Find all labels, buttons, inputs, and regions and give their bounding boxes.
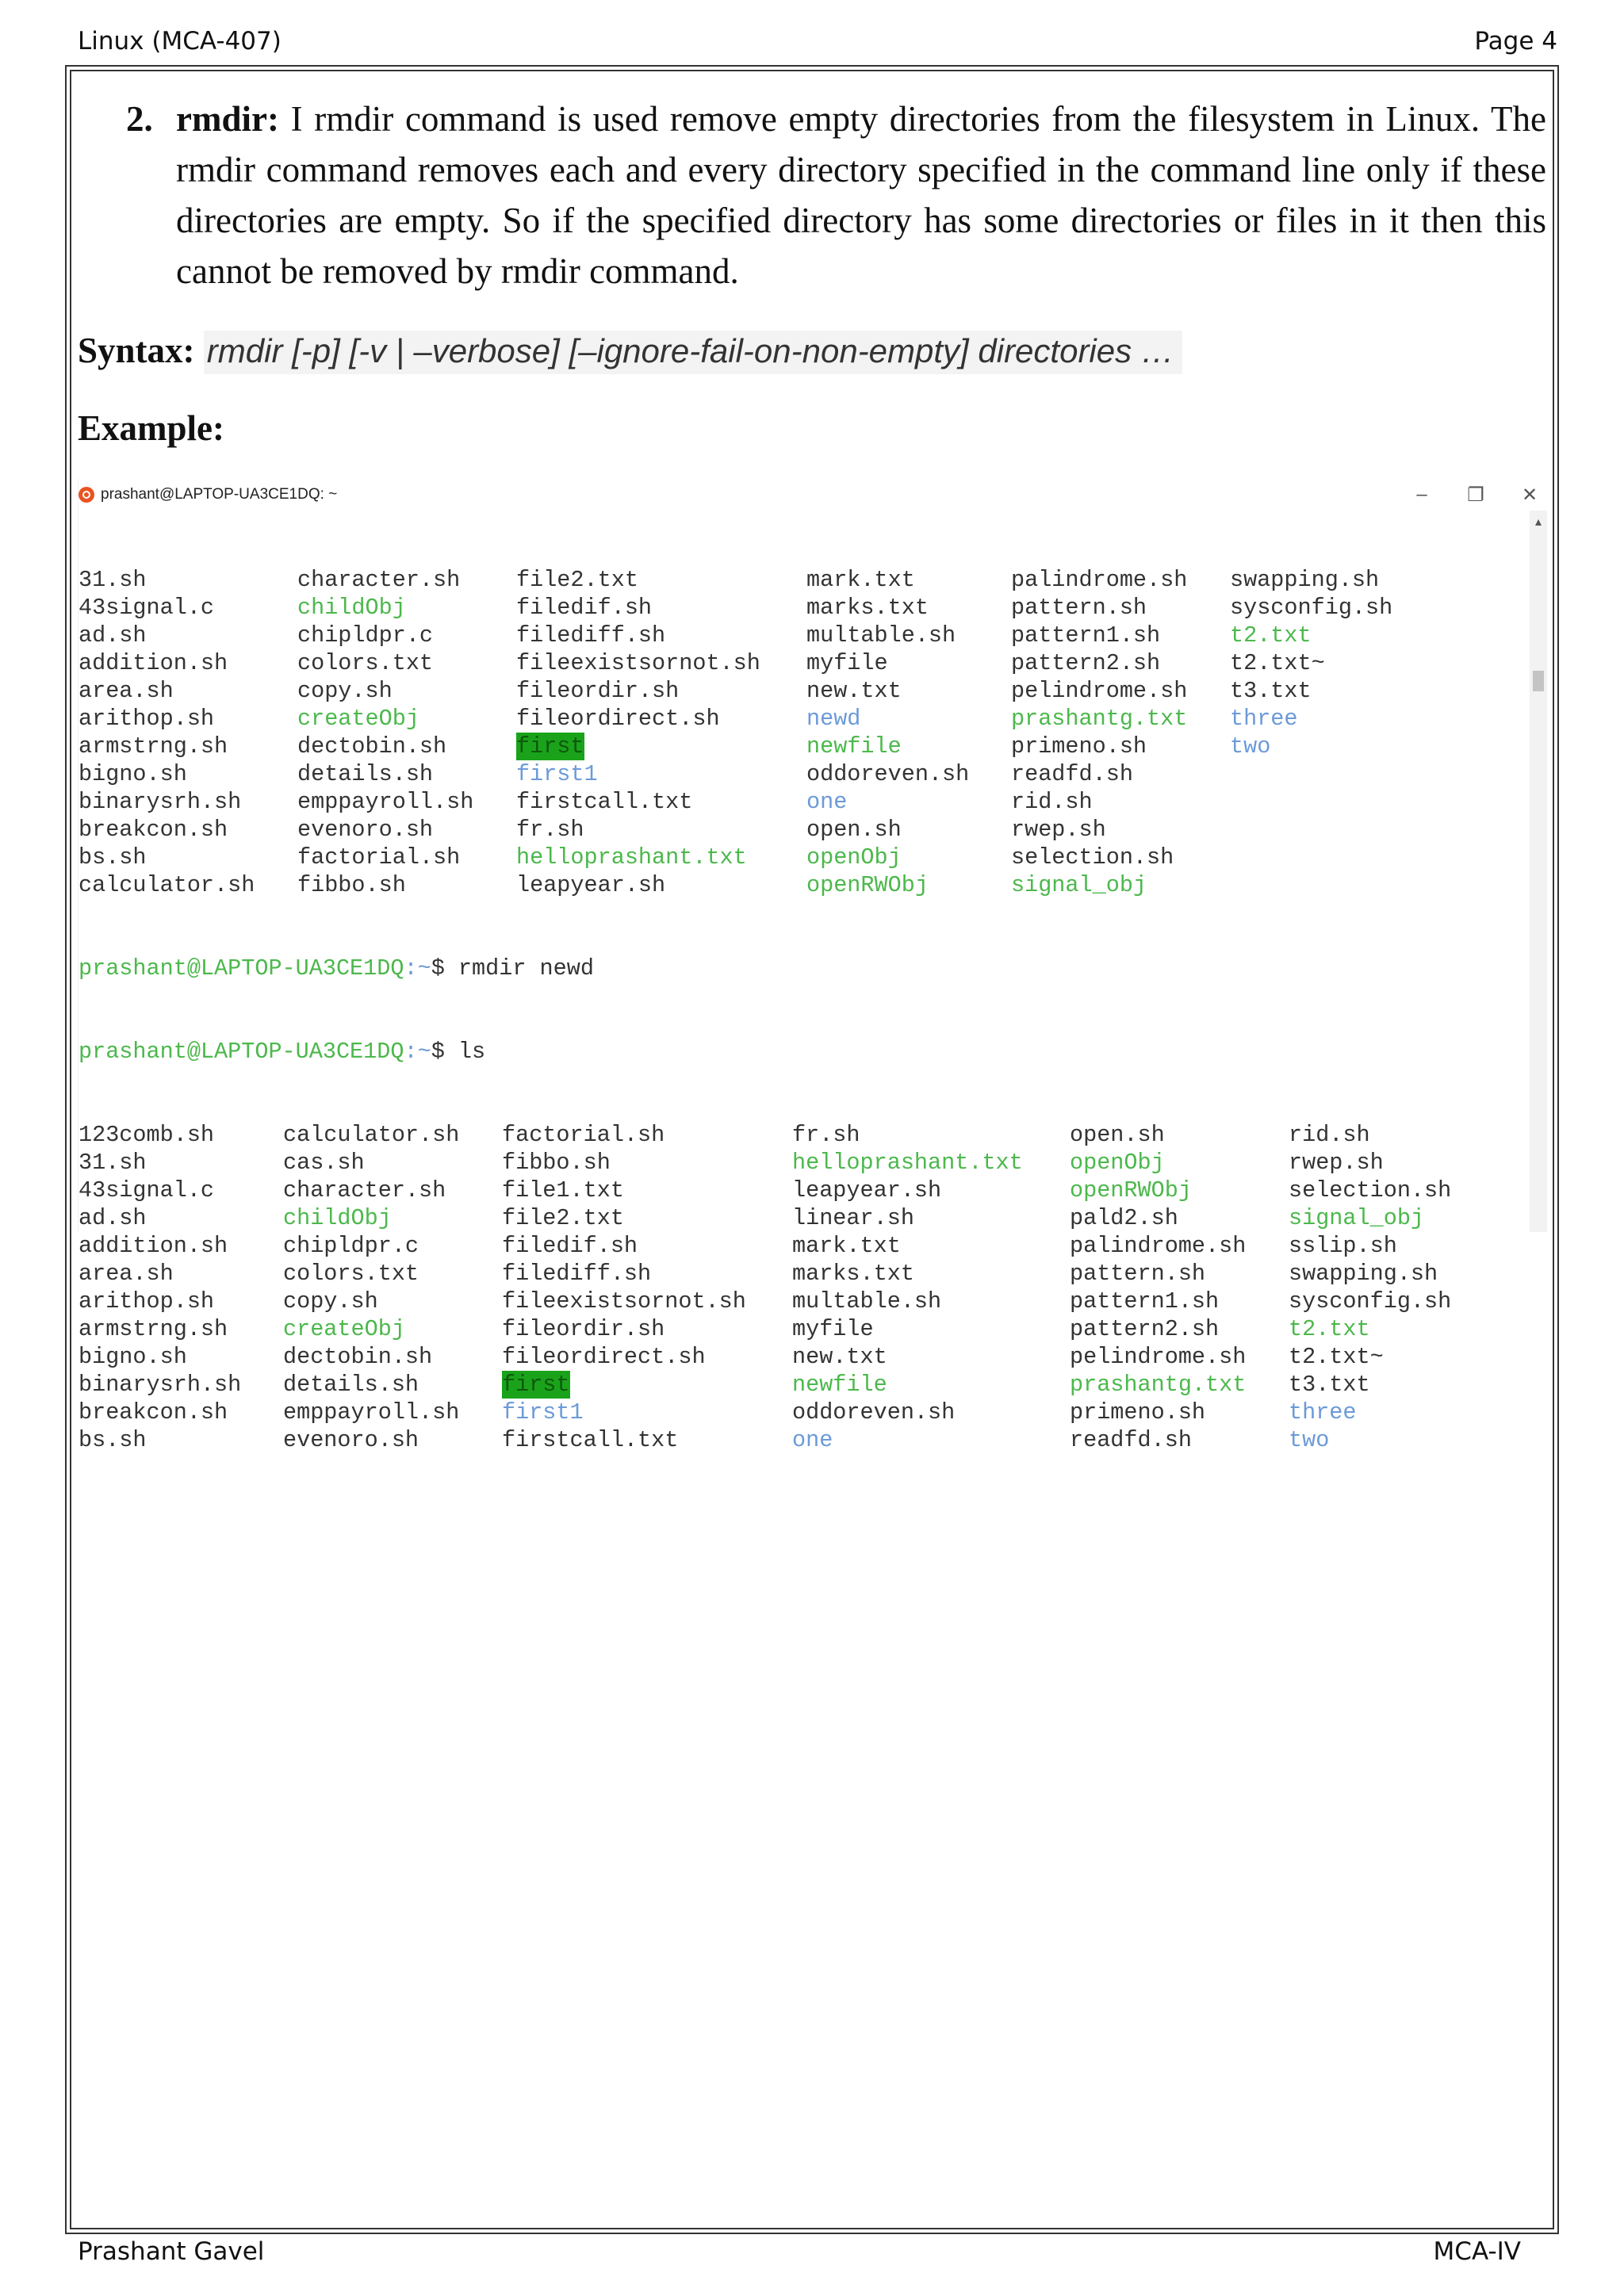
- ls-entry: mark.txt: [792, 1233, 901, 1259]
- ls-entry: armstrng.sh: [79, 733, 228, 760]
- ls-entry: marks.txt: [806, 595, 929, 621]
- ls-row: [79, 871, 1530, 899]
- ls-entry: cas.sh: [283, 1150, 365, 1176]
- ls-entry: fileordirect.sh: [516, 706, 720, 732]
- ls-entry: bs.sh: [79, 1427, 147, 1453]
- terminal-output[interactable]: [79, 511, 1530, 1510]
- ls-row: [79, 1288, 1530, 1315]
- ls-row: [79, 705, 1530, 733]
- ls-entry: file2.txt: [516, 567, 638, 593]
- syntax-code: rmdir [-p] [-v | –verbose] [–ignore-fail-on-non-empty] directories …: [204, 331, 1182, 374]
- ls-entry: multable.sh: [806, 622, 956, 649]
- ls-entry: rwep.sh: [1289, 1150, 1384, 1176]
- ls-entry: copy.sh: [297, 678, 393, 704]
- ls-entry: bs.sh: [79, 844, 147, 871]
- ls-entry: new.txt: [792, 1344, 887, 1370]
- list-item-number: 2.: [126, 99, 153, 139]
- ls-entry: leapyear.sh: [792, 1177, 942, 1203]
- ls-entry: pattern1.sh: [1070, 1288, 1220, 1314]
- prompt-symbol: $: [431, 955, 458, 982]
- ls-entry: dectobin.sh: [297, 733, 447, 760]
- ls-entry: marks.txt: [792, 1261, 914, 1287]
- ls-entry: t2.txt: [1230, 622, 1312, 649]
- ls-entry: ad.sh: [79, 1205, 147, 1231]
- ls-entry: bigno.sh: [79, 1344, 187, 1370]
- ls-entry: fileordir.sh: [516, 678, 680, 704]
- ls-row: [79, 844, 1530, 871]
- ls-row: [79, 816, 1530, 844]
- ls-row: [79, 1343, 1530, 1371]
- ls-entry: colors.txt: [297, 650, 434, 676]
- ls-entry: open.sh: [806, 817, 902, 843]
- ls-entry: myfile: [806, 650, 888, 676]
- ls-entry: evenoro.sh: [297, 817, 434, 843]
- ls-entry: openObj: [1070, 1150, 1165, 1176]
- ls-entry: one: [792, 1427, 833, 1453]
- ls-entry: area.sh: [79, 678, 174, 704]
- close-button[interactable]: ✕: [1521, 484, 1538, 506]
- ls-entry: prashantg.txt: [1011, 706, 1188, 732]
- ls-entry: addition.sh: [79, 1233, 228, 1259]
- ls-entry: breakcon.sh: [79, 1399, 228, 1425]
- ls-entry: ad.sh: [79, 622, 147, 649]
- command-text: rmdir newd: [458, 955, 594, 982]
- ls-entry: t2.txt~: [1289, 1344, 1384, 1370]
- command-title: rmdir:: [176, 99, 279, 139]
- prompt-path: :~: [404, 955, 431, 982]
- prompt-line-ls: [79, 1038, 1530, 1066]
- ls-entry: newfile: [806, 733, 902, 760]
- ls-entry: evenoro.sh: [283, 1427, 419, 1453]
- ls-entry: 31.sh: [79, 1150, 147, 1176]
- ls-entry: fr.sh: [792, 1122, 860, 1148]
- ls-entry: pattern.sh: [1070, 1261, 1206, 1287]
- ls-entry: linear.sh: [792, 1205, 914, 1231]
- command-description: I rmdir command is used remove empty directories from the filesystem in Linux. The rmdir command removes each and every directory specified in the command line only if these directories are empty. So if the specified directory has some directories or files in it then this cannot be removed by rmdir command.: [176, 99, 1546, 291]
- ls-row: [79, 622, 1530, 649]
- ls-entry: oddoreven.sh: [792, 1399, 956, 1425]
- ls-entry: myfile: [792, 1316, 874, 1342]
- ls-entry: palindrome.sh: [1070, 1233, 1247, 1259]
- ls-entry: first: [516, 733, 584, 760]
- ls-entry: pald2.sh: [1070, 1205, 1178, 1231]
- ls-entry: filediff.sh: [516, 622, 666, 649]
- ls-row: [79, 566, 1530, 594]
- syntax-label: Syntax:: [78, 331, 195, 370]
- ls-entry: calculator.sh: [79, 872, 255, 898]
- ls-entry: chipldpr.c: [283, 1233, 419, 1259]
- ls-entry: colors.txt: [283, 1261, 419, 1287]
- ls-entry: newd: [806, 706, 861, 732]
- ls-entry: first1: [516, 761, 598, 787]
- ls-entry: swapping.sh: [1230, 567, 1380, 593]
- ls-entry: openRWObj: [1070, 1177, 1192, 1203]
- ls-row: [79, 788, 1530, 816]
- ls-row: [79, 594, 1530, 622]
- ls-entry: primeno.sh: [1011, 733, 1147, 760]
- ls-entry: leapyear.sh: [516, 872, 666, 898]
- prompt-symbol: $: [431, 1039, 458, 1065]
- ls-entry: factorial.sh: [297, 844, 461, 871]
- ls-entry: three: [1230, 706, 1298, 732]
- ls-entry: calculator.sh: [283, 1122, 460, 1148]
- ls-row: [79, 760, 1530, 788]
- terminal-titlebar[interactable]: [79, 479, 1547, 511]
- ls-row: [79, 649, 1530, 677]
- ls-row: [79, 677, 1530, 705]
- ls-entry: rid.sh: [1289, 1122, 1370, 1148]
- ls-entry: openObj: [806, 844, 902, 871]
- ls-entry: t2.txt: [1289, 1316, 1370, 1342]
- ls-entry: details.sh: [283, 1372, 419, 1398]
- ls-entry: factorial.sh: [502, 1122, 665, 1148]
- ls-entry: fileexistsornot.sh: [516, 650, 760, 676]
- ls-entry: bigno.sh: [79, 761, 187, 787]
- ls-entry: binarysrh.sh: [79, 789, 242, 815]
- ls-entry: breakcon.sh: [79, 817, 228, 843]
- terminal-scrollbar[interactable]: [1530, 511, 1547, 1232]
- ls-row: [79, 1204, 1530, 1232]
- scroll-up-icon[interactable]: ▴: [1534, 514, 1542, 529]
- ls-entry: createObj: [283, 1316, 405, 1342]
- ls-entry: t2.txt~: [1230, 650, 1325, 676]
- ls-entry: character.sh: [283, 1177, 446, 1203]
- ls-entry: createObj: [297, 706, 419, 732]
- ls-output-after: [79, 1121, 1530, 1454]
- ls-row: [79, 733, 1530, 760]
- ls-entry: oddoreven.sh: [806, 761, 970, 787]
- ls-entry: three: [1289, 1399, 1357, 1425]
- ls-entry: area.sh: [79, 1261, 174, 1287]
- ls-entry: rid.sh: [1011, 789, 1093, 815]
- ls-entry: armstrng.sh: [79, 1316, 228, 1342]
- ls-entry: binarysrh.sh: [79, 1372, 242, 1398]
- ls-entry: 43signal.c: [79, 595, 215, 621]
- ls-entry: pattern1.sh: [1011, 622, 1161, 649]
- minimize-button[interactable]: –: [1416, 484, 1427, 505]
- ls-entry: selection.sh: [1289, 1177, 1452, 1203]
- ls-row: [79, 1399, 1530, 1426]
- ls-entry: palindrome.sh: [1011, 567, 1188, 593]
- prompt-path: :~: [404, 1039, 431, 1065]
- header-course: Linux (MCA-407): [78, 27, 282, 55]
- ls-entry: swapping.sh: [1289, 1261, 1438, 1287]
- ls-entry: fileordir.sh: [502, 1316, 665, 1342]
- prompt-line-rmdir: [79, 955, 1530, 982]
- list-item-rmdir: [127, 94, 1546, 297]
- ls-entry: openRWObj: [806, 872, 929, 898]
- ls-entry: file2.txt: [502, 1205, 624, 1231]
- ls-entry: pattern.sh: [1011, 595, 1147, 621]
- ls-entry: firstcall.txt: [516, 789, 693, 815]
- ls-entry: multable.sh: [792, 1288, 942, 1314]
- ls-entry: two: [1289, 1427, 1330, 1453]
- ls-row: [79, 1315, 1530, 1343]
- prompt-user: prashant@LAPTOP-UA3CE1DQ: [79, 1039, 404, 1065]
- ls-entry: fr.sh: [516, 817, 584, 843]
- ls-entry: arithop.sh: [79, 706, 215, 732]
- ls-row: [79, 1260, 1530, 1288]
- ls-row: [79, 1232, 1530, 1260]
- ls-entry: pattern2.sh: [1070, 1316, 1220, 1342]
- ls-entry: file1.txt: [502, 1177, 624, 1203]
- ls-entry: pelindrome.sh: [1070, 1344, 1247, 1370]
- scrollbar-thumb[interactable]: [1533, 671, 1544, 691]
- ls-row: [79, 1177, 1530, 1204]
- ls-entry: t3.txt: [1230, 678, 1312, 704]
- ls-row: [79, 1371, 1530, 1399]
- ls-entry: rwep.sh: [1011, 817, 1106, 843]
- ls-entry: helloprashant.txt: [792, 1150, 1023, 1176]
- ls-entry: addition.sh: [79, 650, 228, 676]
- ls-entry: signal_obj: [1011, 872, 1147, 898]
- footer-class: MCA-IV: [1433, 2237, 1521, 2266]
- ls-entry: newfile: [792, 1372, 887, 1398]
- ls-entry: readfd.sh: [1011, 761, 1133, 787]
- ls-entry: open.sh: [1070, 1122, 1165, 1148]
- ls-entry: mark.txt: [806, 567, 915, 593]
- terminal-title: prashant@LAPTOP-UA3CE1DQ: ~: [101, 486, 338, 503]
- ls-output-before: [79, 566, 1530, 899]
- ls-row: [79, 1426, 1530, 1454]
- ls-entry: signal_obj: [1289, 1205, 1425, 1231]
- ls-entry: details.sh: [297, 761, 434, 787]
- ls-entry: character.sh: [297, 567, 461, 593]
- ls-entry: childObj: [283, 1205, 392, 1231]
- ubuntu-icon: [79, 487, 94, 503]
- ls-entry: selection.sh: [1011, 844, 1174, 871]
- window-controls: [1412, 479, 1539, 511]
- ls-entry: primeno.sh: [1070, 1399, 1206, 1425]
- ls-entry: pattern2.sh: [1011, 650, 1161, 676]
- ls-entry: one: [806, 789, 848, 815]
- ls-entry: childObj: [297, 595, 406, 621]
- ls-entry: filediff.sh: [502, 1261, 652, 1287]
- terminal-window[interactable]: [78, 479, 1547, 1453]
- ls-entry: helloprashant.txt: [516, 844, 747, 871]
- ls-entry: first: [502, 1372, 570, 1398]
- restore-button[interactable]: ❐: [1467, 484, 1484, 506]
- ls-entry: new.txt: [806, 678, 902, 704]
- ls-entry: two: [1230, 733, 1271, 760]
- ls-row: [79, 1149, 1530, 1177]
- example-heading: Example:: [78, 408, 224, 448]
- ls-entry: fibbo.sh: [297, 872, 406, 898]
- syntax-line: [78, 327, 1182, 375]
- footer-author: Prashant Gavel: [78, 2237, 265, 2266]
- ls-entry: arithop.sh: [79, 1288, 215, 1314]
- ls-entry: pelindrome.sh: [1011, 678, 1188, 704]
- ls-entry: dectobin.sh: [283, 1344, 433, 1370]
- ls-entry: firstcall.txt: [502, 1427, 679, 1453]
- ls-entry: readfd.sh: [1070, 1427, 1192, 1453]
- page-footer: [78, 2234, 1521, 2269]
- ls-entry: 43signal.c: [79, 1177, 215, 1203]
- ls-entry: sysconfig.sh: [1230, 595, 1393, 621]
- ls-entry: emppayroll.sh: [297, 789, 474, 815]
- ls-entry: filedif.sh: [502, 1233, 638, 1259]
- page-header: [78, 24, 1557, 59]
- ls-entry: t3.txt: [1289, 1372, 1370, 1398]
- list-item-body: [176, 94, 1546, 297]
- ls-row: [79, 1121, 1530, 1149]
- ls-entry: sslip.sh: [1289, 1233, 1397, 1259]
- ls-entry: sysconfig.sh: [1289, 1288, 1452, 1314]
- ls-entry: chipldpr.c: [297, 622, 434, 649]
- ls-entry: 31.sh: [79, 567, 147, 593]
- ls-entry: filedif.sh: [516, 595, 653, 621]
- ls-entry: 123comb.sh: [79, 1122, 215, 1148]
- ls-entry: fibbo.sh: [502, 1150, 611, 1176]
- ls-entry: fileexistsornot.sh: [502, 1288, 746, 1314]
- ls-entry: emppayroll.sh: [283, 1399, 460, 1425]
- ls-entry: prashantg.txt: [1070, 1372, 1247, 1398]
- command-text: ls: [458, 1039, 486, 1065]
- ls-entry: first1: [502, 1399, 584, 1425]
- ls-entry: copy.sh: [283, 1288, 378, 1314]
- ls-entry: fileordirect.sh: [502, 1344, 706, 1370]
- prompt-user: prashant@LAPTOP-UA3CE1DQ: [79, 955, 404, 982]
- header-page-number: Page 4: [1474, 27, 1557, 55]
